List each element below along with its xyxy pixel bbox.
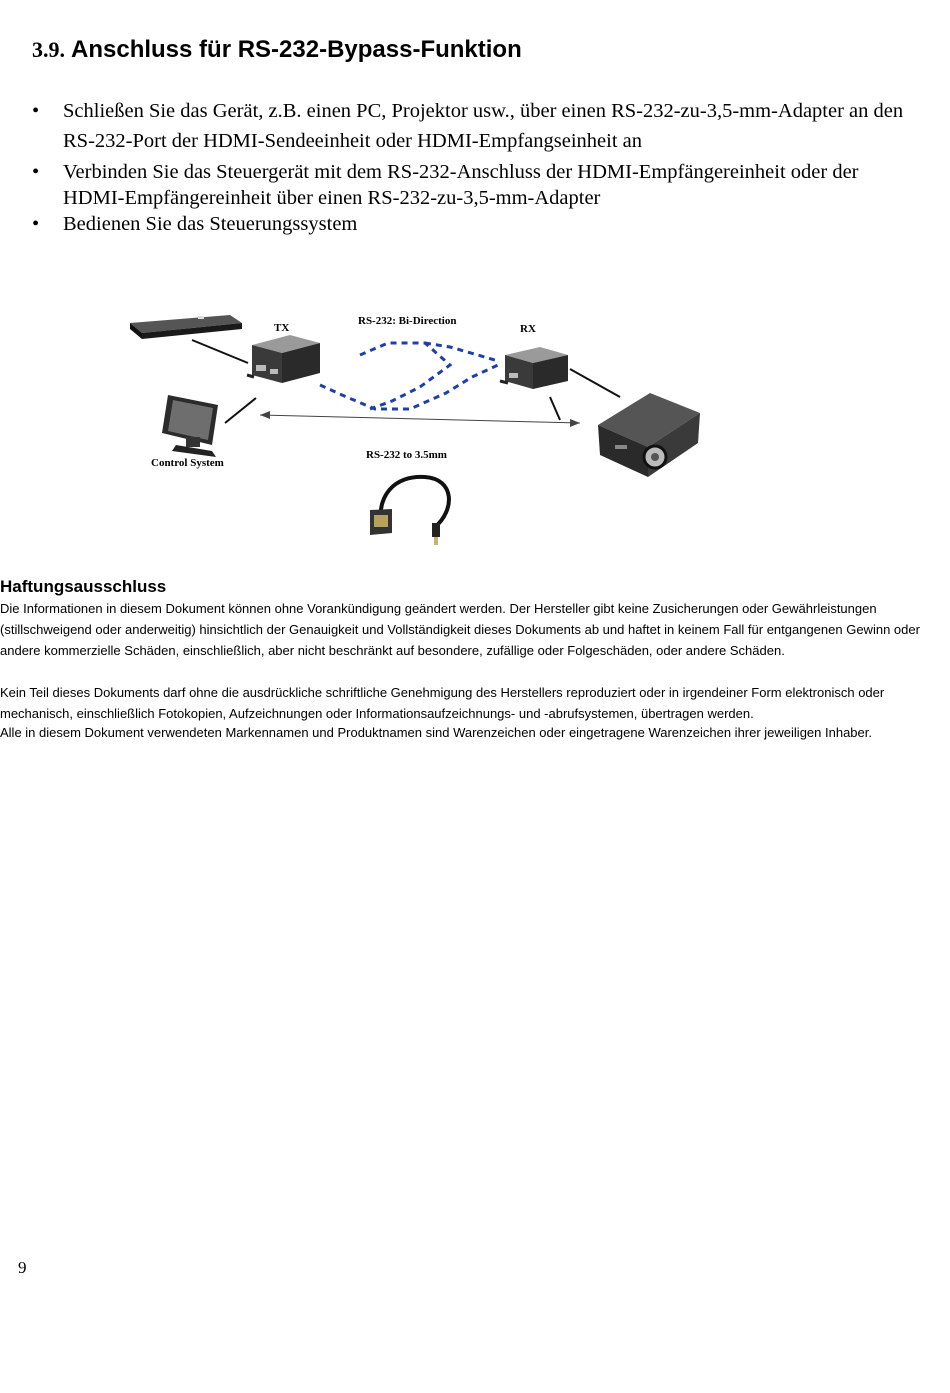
list-item: • Verbinden Sie das Steuergerät mit dem RS-232-Anschluss der HDMI-Empfängereinheit oder der HDMI-Empfängereinheit über einen RS-232-zu-3,5-mm-Adapter [32,159,912,211]
rx-unit-icon [500,347,568,389]
disclaimer-paragraph: Kein Teil dieses Dokuments darf ohne die ausdrückliche schriftliche Genehmigung des Herstellers reproduziert oder in irgendeiner Form elektronisch oder mechanisch, einschließlich Fotokopien, Aufzeichnungen oder Informationsaufzeichnungs- und -abrufsystemen, übertragen werden. [0,685,885,721]
disclaimer-paragraph: Alle in diesem Dokument verwendeten Markennamen und Produktnamen sind Warenzeichen oder eingetragene Warenzeichen ihrer jeweiligen Inhaber. [0,725,872,740]
rx-label: RX [520,323,536,335]
tx-unit-icon [247,335,320,383]
cable-label: RS-232 to 3.5mm [366,449,447,461]
tx-label: TX [274,322,290,334]
disclaimer-section [0,576,945,742]
section-heading [32,34,522,66]
section-number: 3.9. [32,37,65,62]
page-number: 9 [18,1258,27,1277]
projector-icon [598,393,700,477]
media-player-icon [130,315,242,339]
rs232-cable-icon [370,477,449,545]
disclaimer-title: Haftungsausschluss [0,577,167,596]
list-item: • Bedienen Sie das Steuerungssystem [32,211,912,237]
control-system-icon [162,395,218,457]
control-system-label: Control System [151,457,224,469]
instruction-list [32,96,912,237]
connection-diagram [120,305,710,550]
bidirection-label: RS-232: Bi-Direction [358,315,457,327]
list-item: • Schließen Sie das Gerät, z.B. einen PC, Projektor usw., über einen RS-232-zu-3,5-mm-Adapter an den RS-232-Port der HDMI-Sendeeinheit oder HDMI-Empfangseinheit an [32,96,912,156]
section-title: Anschluss für RS-232-Bypass-Funktion [71,36,522,63]
disclaimer-paragraph: Die Informationen in diesem Dokument können ohne Vorankündigung geändert werden. Der Hersteller gibt keine Zusicherungen oder Gewährleistungen (stillschweigend oder anderweitig) hinsichtlich der Genauigkeit und Vollständigkeit dieses Dokuments ab und haftet in keinem Fall für entgangenen Gewinn oder andere kommerzielle Schäden, einschließlich, aber nicht beschränkt auf besondere, zufällige oder Folgeschäden, oder andere Schäden. [0,601,920,658]
